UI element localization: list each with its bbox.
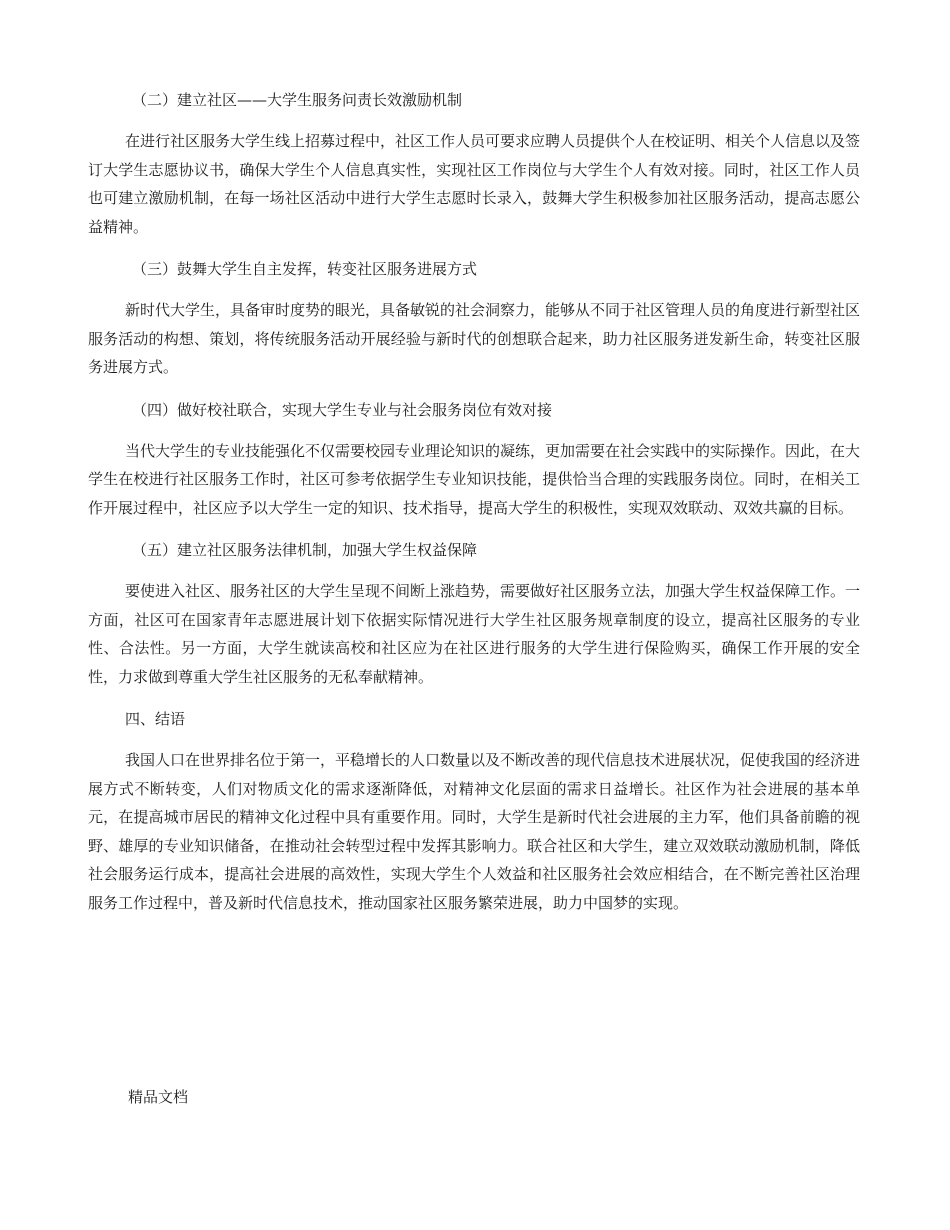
section-body-3: 新时代大学生，具备审时度势的眼光，具备敏锐的社会洞察力，能够从不同于社区管理人员的角度进行新型社区服务活动的构想、策划，将传统服务活动开展经验与新时代的创想联合起来，助力社区服务迸发新生命，转变社区服务进展方式。 xyxy=(88,301,861,376)
document-body xyxy=(88,86,860,917)
conclusion-body: 我国人口在世界排名位于第一，平稳增长的人口数量以及不断改善的现代信息技术进展状况，促使我国的经济进展方式不断转变，人们对物质文化的需求逐渐降低，对精神文化层面的需求日益增长。社区作为社会进展的基本单元，在提高城市居民的精神文化过程中具有重要作用。同时，大学生是新时代社会进展的主力军，他们具备前瞻的视野、雄厚的专业知识储备，在推动社会转型过程中发挥其影响力。联合社区和大学生，建立双效联动激励机制，降低社会服务运行成本，提高社会进展的高效性，实现大学生个人效益和社区服务社会效应相结合，在不断完善社区治理服务工作过程中，普及新时代信息技术，推动国家社区服务繁荣进展，助力中国梦的实现。 xyxy=(88,751,861,912)
footer-watermark-text: 精品文档 xyxy=(128,1088,189,1106)
section-heading-5: （五）建立社区服务法律机制，加强大学生权益保障 xyxy=(132,541,478,559)
section-heading-3: （三）鼓舞大学生自主发挥，转变社区服务进展方式 xyxy=(132,260,478,278)
section-body-4: 当代大学生的专业技能强化不仅需要校园专业理论知识的凝练，更加需要在社会实践中的实际操作。因此，在大学生在校进行社区服务工作时，社区可参考依据学生专业知识技能，提供恰当合理的实践服务岗位。同时，在相关工作开展过程中，社区应予以大学生一定的知识、技术指导，提高大学生的积极性，实现双效联动、双效共赢的目标。 xyxy=(88,441,861,517)
section-heading-4: （四）做好校社联合，实现大学生专业与社会服务岗位有效对接 xyxy=(132,400,553,419)
section-heading-2: （二）建立社区——大学生服务问责长效激励机制 xyxy=(132,91,463,109)
conclusion-heading: 四、结语 xyxy=(125,710,186,728)
section-body-2: 在进行社区服务大学生线上招募过程中，社区工作人员可要求应聘人员提供个人在校证明、相关个人信息以及签订大学生志愿协议书，确保大学生个人信息真实性，实现社区工作岗位与大学生个人有效对接。同时，社区工作人员也可建立激励机制，在每一场社区活动中进行大学生志愿时长录入，鼓舞大学生积极参加社区服务活动，提高志愿公益精神。 xyxy=(88,132,861,236)
section-body-5: 要使进入社区、服务社区的大学生呈现不间断上涨趋势，需要做好社区服务立法，加强大学生权益保障工作。一方面，社区可在国家青年志愿进展计划下依据实际情况进行大学生社区服务规章制度的设立，提高社区服务的专业性、合法性。另一方面，大学生就读高校和社区应为在社区进行服务的大学生进行保险购买，确保工作开展的安全性，力求做到尊重大学生社区服务的无私奉献精神。 xyxy=(88,582,861,686)
